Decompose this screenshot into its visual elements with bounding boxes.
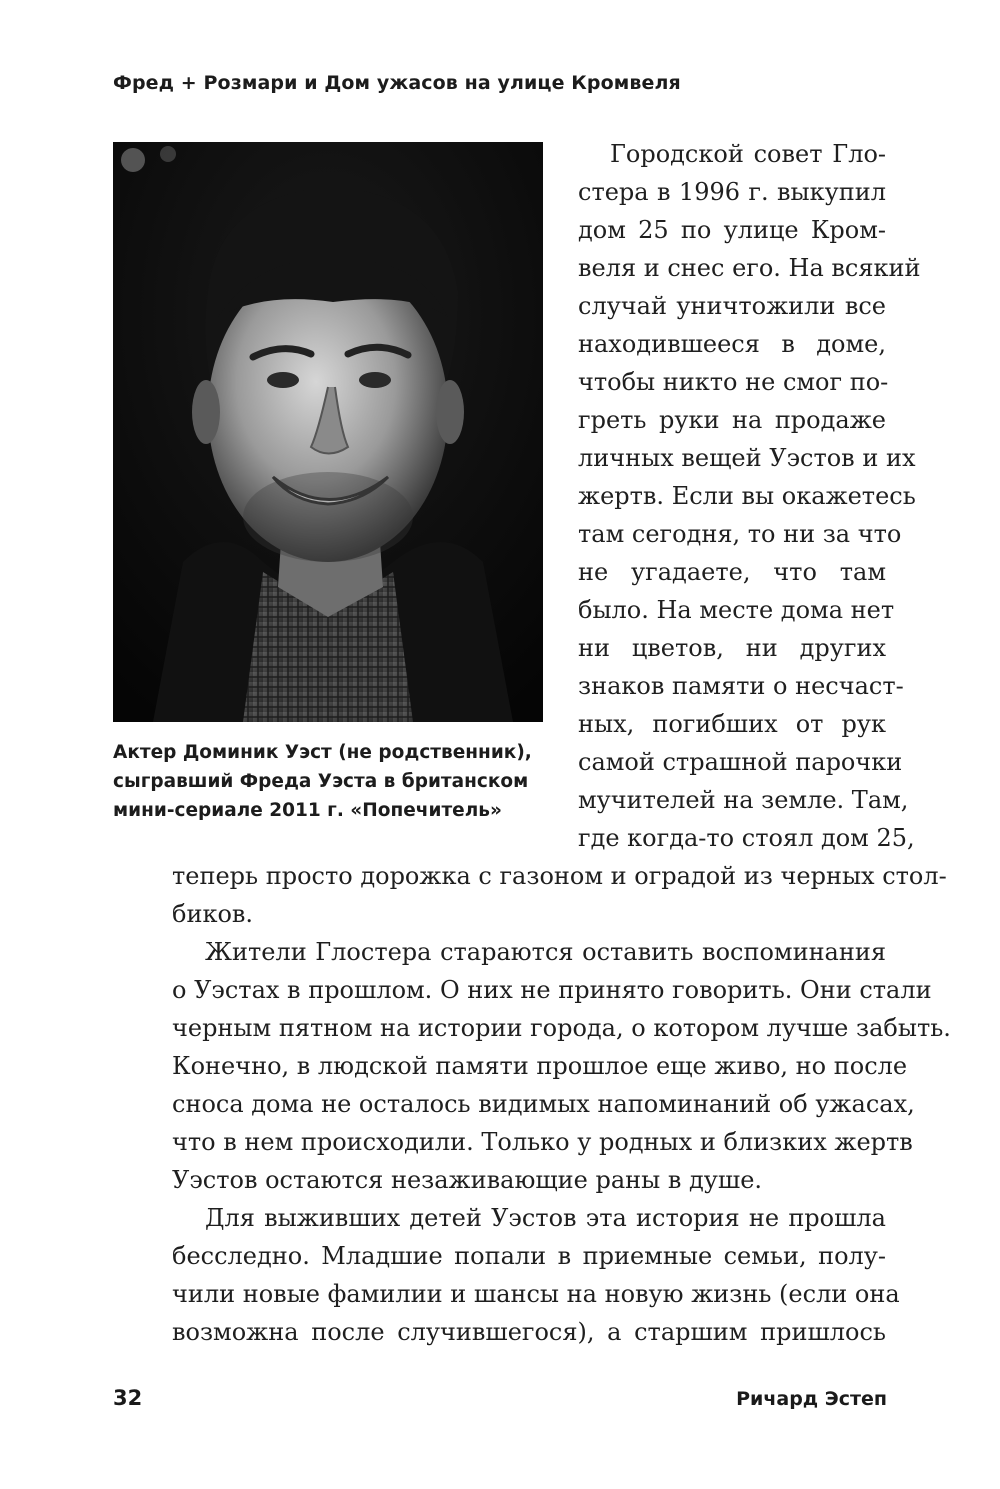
text-line: биков.	[172, 900, 254, 928]
text-line: сноса дома не осталось видимых напоминаний об ужасах,	[172, 1090, 915, 1118]
text-line: возможна после случившегося), а старшим пришлось	[172, 1318, 886, 1346]
text-line: знаков памяти о несчаст-	[578, 672, 904, 700]
text-line: Уэстов остаются незаживающие раны в душе.	[172, 1166, 763, 1194]
text-line: дом 25 по улице Кром-	[578, 216, 886, 244]
text-line: Городской совет Гло-	[610, 140, 886, 168]
footer-author: Ричард Эстеп	[736, 1388, 887, 1410]
text-line: стера в 1996 г. выкупил	[578, 178, 886, 206]
text-line: черным пятном на истории города, о котором лучше забыть.	[172, 1014, 951, 1042]
photo-caption	[113, 738, 553, 825]
text-line: там сегодня, то ни за что	[578, 520, 902, 548]
text-line: находившееся в доме,	[578, 330, 886, 358]
caption-line: Актер Доминик Уэст (не родственник),	[113, 742, 532, 763]
text-line: мучителей на земле. Там,	[578, 786, 909, 814]
text-line: Конечно, в людской памяти прошлое еще живо, но после	[172, 1052, 908, 1080]
text-line: бесследно. Младшие попали в приемные семьи, полу-	[172, 1242, 886, 1270]
text-line: Для выживших детей Уэстов эта история не прошла	[205, 1204, 886, 1232]
text-line: было. На месте дома нет	[578, 596, 895, 624]
text-line: где когда-то стоял дом 25,	[578, 824, 915, 852]
caption-line: мини-сериале 2011 г. «Попечитель»	[113, 800, 502, 821]
text-line: Жители Глостера стараются оставить воспоминания	[205, 938, 886, 966]
actor-photo	[113, 142, 543, 722]
text-line: чили новые фамилии и шансы на новую жизнь (если она	[172, 1280, 900, 1308]
text-line: веля и снес его. На всякий	[578, 254, 921, 282]
text-line: не угадаете, что там	[578, 558, 886, 586]
text-line: личных вещей Уэстов и их	[578, 444, 916, 472]
text-line: о Уэстах в прошлом. О них не принято говорить. Они стали	[172, 976, 932, 1004]
text-line: греть руки на продаже	[578, 406, 886, 434]
page-number: 32	[113, 1386, 143, 1410]
text-line: самой страшной парочки	[578, 748, 903, 776]
text-line: чтобы никто не смог по-	[578, 368, 889, 396]
text-line: что в нем происходили. Только у родных и близких жертв	[172, 1128, 913, 1156]
text-line: жертв. Если вы окажетесь	[578, 482, 916, 510]
text-line: ных, погибших от рук	[578, 710, 886, 738]
text-line: теперь просто дорожка с газоном и оградой из черных стол-	[172, 862, 947, 890]
text-line: ни цветов, ни других	[578, 634, 886, 662]
caption-line: сыгравший Фреда Уэста в британском	[113, 771, 529, 792]
text-line: случай уничтожили все	[578, 292, 886, 320]
running-title: Фред + Розмари и Дом ужасов на улице Кромвеля	[113, 72, 681, 94]
